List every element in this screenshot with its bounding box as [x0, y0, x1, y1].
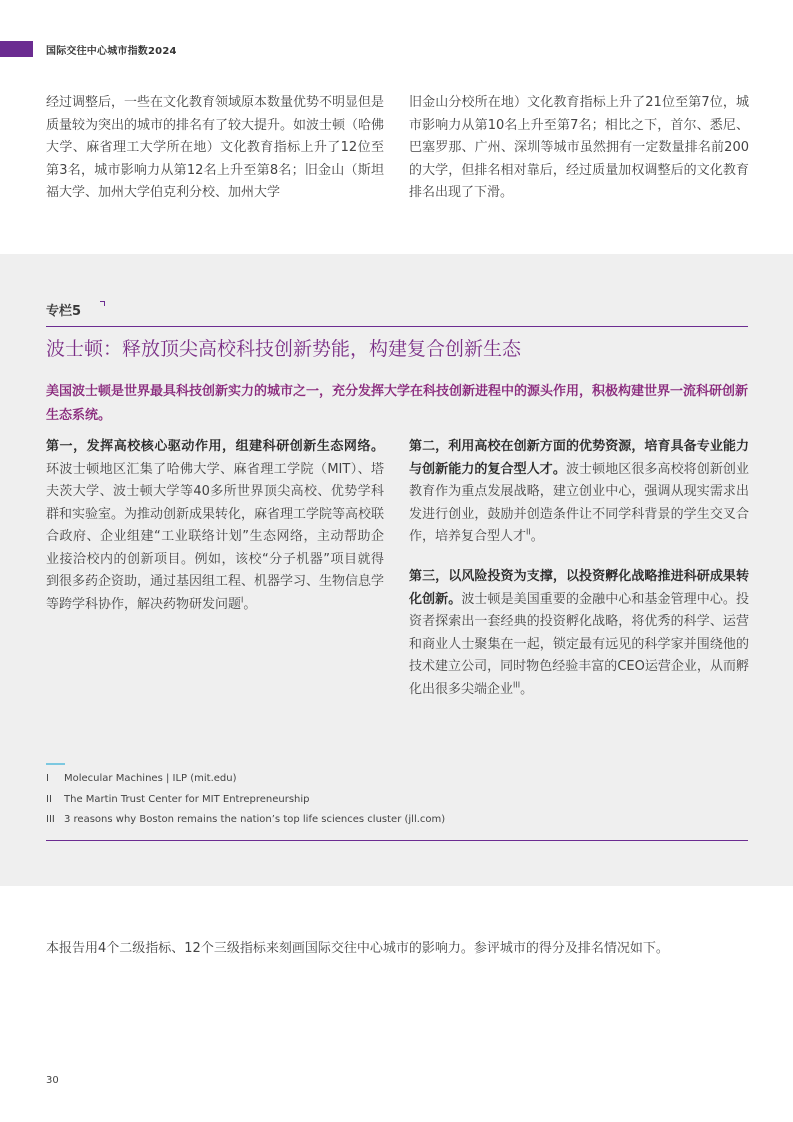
paragraph-3-end: 。: [520, 681, 534, 697]
panel-paragraph-1: [46, 436, 384, 616]
page-number: 30: [46, 1075, 59, 1086]
panel-paragraph-3: [409, 566, 749, 701]
header-accent-bar: [0, 41, 33, 57]
footnote-number: III: [46, 814, 55, 825]
footnote-link[interactable]: Molecular Machines | ILP (mit.edu): [64, 773, 237, 784]
panel-bottom-rule: [46, 840, 748, 841]
footnote-link[interactable]: The Martin Trust Center for MIT Entrepreneurship: [64, 794, 310, 805]
footnote-divider: [46, 763, 65, 765]
closing-paragraph: 本报告用4个二级指标、12个三级指标来刻画国际交往中心城市的影响力。参评城市的得分及排名情况如下。: [46, 941, 669, 956]
corner-mark-icon: [100, 301, 105, 306]
paragraph-1-heading: 第一，发挥高校核心驱动作用，组建科研创新生态网络。: [46, 439, 384, 454]
footnote-ref-3[interactable]: III: [513, 680, 521, 690]
panel-title: 波士顿：释放顶尖高校科技创新势能，构建复合创新生态: [46, 338, 522, 360]
report-title: 国际交往中心城市指数2024: [46, 46, 177, 57]
footnote-item: [46, 794, 310, 805]
footnote-ref-2[interactable]: II: [526, 527, 531, 537]
footnote-link[interactable]: 3 reasons why Boston remains the nation’s top life sciences cluster (jll.com): [64, 814, 446, 825]
paragraph-2-text: 波士顿地区很多高校将创新创业教育作为重点发展战略，建立创业中心，强调从现实需求出发进行创业，鼓励并创造条件让不同学科背景的学生交叉合作，培养复合型人才: [409, 461, 749, 544]
paragraph-2-heading: 第二，利用高校在创新方面的优势资源，培育具备专业能力与创新能力的复合型人才。: [409, 439, 749, 477]
paragraph-1-text: 环波士顿地区汇集了哈佛大学、麻省理工学院（MIT）、塔夫茨大学、波士顿大学等40多所世界顶尖高校、优势学科群和实验室。为推动创新成果转化，麻省理工学院等高校联合政府、企业组建“工业联络计划”生态网络，主动帮助企业接洽校内的创新项目。例如，该校“分子机器”项目就得到很多药企资助，通过基因组工程、机器学习、生物信息学等跨学科协作，解决药物研发问题: [46, 461, 385, 612]
body-paragraph-left: 经过调整后，一些在文化教育领域原本数量优势不明显但是质量较为突出的城市的排名有了较大提升。如波士顿（哈佛大学、麻省理工大学所在地）文化教育指标上升了12位至第3名，城市影响力从第12名上升至第8名；旧金山（斯坦福大学、加州大学伯克利分校、加州大学: [46, 95, 385, 200]
column-label: 专栏5: [46, 304, 82, 319]
paragraph-3-heading: 第三，以风险投资为支撑，以投资孵化战略推进科研成果转化创新。: [409, 569, 749, 607]
footnote-ref-1[interactable]: I: [241, 595, 244, 605]
panel-paragraph-2: [409, 436, 749, 549]
footnote-item: [46, 773, 237, 784]
panel-lead: 美国波士顿是世界最具科技创新实力的城市之一，充分发挥大学在科技创新进程中的源头作用，积极构建世界一流科研创新生态系统。: [46, 384, 749, 423]
footnote-number: I: [46, 773, 49, 784]
paragraph-2-end: 。: [530, 529, 544, 544]
footnote-number: II: [46, 794, 52, 805]
panel-top-rule: [46, 326, 748, 327]
body-paragraph-right: 旧金山分校所在地）文化教育指标上升了21位至第7位，城市影响力从第10名上升至第7名；相比之下，首尔、悉尼、巴塞罗那、广州、深圳等城市虽然拥有一定数量排名前200的大学，但排名相对靠后，经过质量加权调整后的文化教育排名出现了下滑。: [409, 95, 749, 200]
paragraph-3-text: 波士顿是美国重要的金融中心和基金管理中心。投资者探索出一套经典的投资孵化战略，将优秀的科学、运营和商业人士聚集在一起，锁定最有远见的科学家并围绕他的技术建立公司，同时物色经验丰富的CEO运营企业，从而孵化出很多尖端企业: [409, 591, 749, 697]
footnote-item: [46, 814, 445, 825]
paragraph-1-end: 。: [243, 596, 257, 612]
